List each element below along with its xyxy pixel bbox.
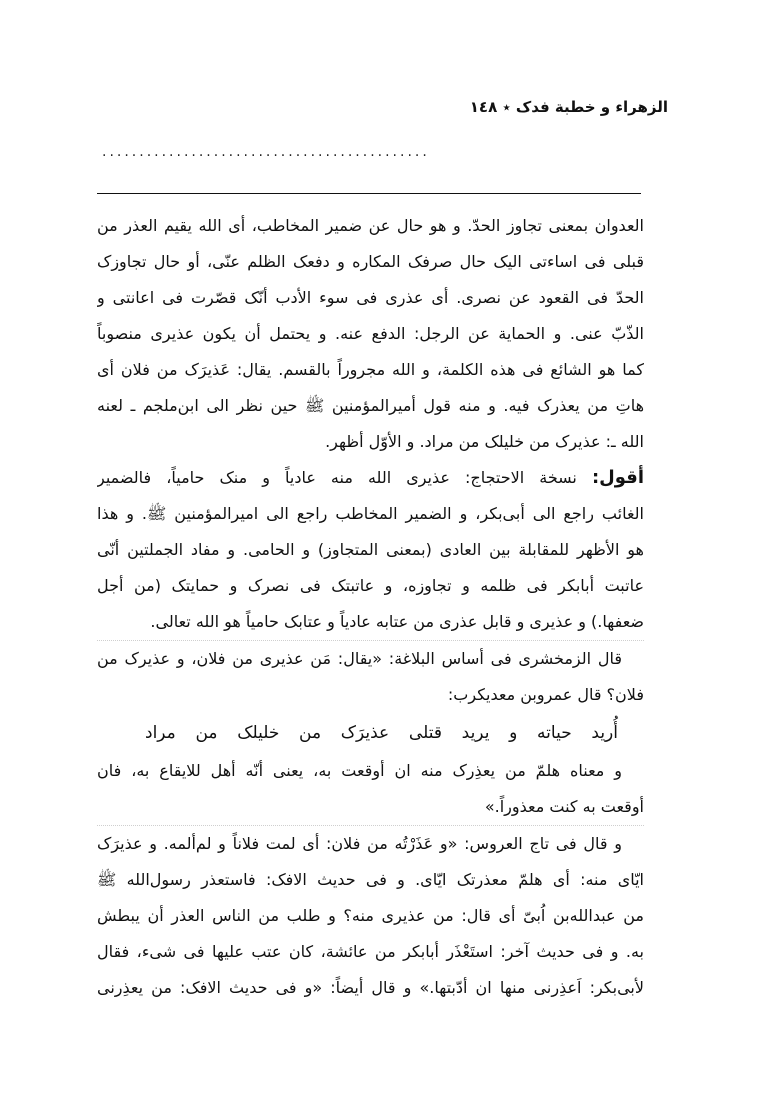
text-line: ضعفها.) و عذيرى و قابل عذرى من عتابه عادياً و عتابک حامياً هو الله تعالى. [150, 612, 644, 631]
lead-word: أقول: [591, 467, 644, 488]
text-line: الذّبّ عنى. و الحماية عن الرجل: الدفع عنه. و يحتمل أن يکون عذيرى منصوباً [97, 324, 644, 343]
paragraph-5 [97, 825, 644, 1006]
paragraph-3 [97, 640, 644, 713]
text-line: ايّاى منه: أى هلمّ معذرتک ايّاى. و فى حديث الافک: فاستعذر رسول‌الله ﷺ [97, 870, 644, 889]
verse-line: أُريد حياته و يريد قتلى عذيرَک من خليلک من مراد [145, 723, 618, 743]
text-line: به. و فى حديث آخر: استَعْذَر أبابکر من عائشة، کان عتب عليها فى شىء، فقال [97, 942, 644, 961]
dotted-separator: ............................................ [102, 145, 430, 159]
text-line: کما هو الشائع فى هذه الکلمة، و الله مجروراً بالقسم. يقال: عَذيرَک من فلان أى [97, 360, 644, 379]
text-line: العدوان بمعنى تجاوز الحدّ. و هو حال عن ضمير المخاطب، أى الله يقيم العذر من [97, 216, 644, 235]
text-line: قبلى فى اساءتى اليک حال صرفک المکاره و دفعک الظلم عنّى، أو حال تجاوزک [97, 252, 644, 271]
footnote-rule [97, 193, 641, 194]
paragraph-2 [97, 460, 644, 640]
text-line: من عبدالله‌بن اُبىّ أى قال: من عذيرى منه؟ و طلب من الناس العذر أن يبطش [97, 906, 644, 925]
paragraph-4 [97, 753, 644, 825]
running-header: الزهراء و خطبة فدک ٭ ١٤٨ [469, 98, 668, 116]
paragraph-1 [97, 208, 644, 460]
text-line: أوقعت به کنت معذوراً.» [484, 797, 644, 816]
text-line: لأبى‌بکر: اَعذِرنى منها ان أدّبتها.» و قال أيضاً: «و فى حديث الافک: من يعذِرنى [97, 978, 644, 997]
text-line: قال الزمخشرى فى أساس البلاغة: «يقال: مَن عذيرى من فلان، و عذيرک من [97, 640, 644, 677]
verse [97, 713, 644, 753]
text-line [97, 460, 644, 496]
text-line: الغائب راجع الى أبى‌بکر، و الضمير المخاطب راجع الى اميرالمؤمنين ﷺ. و هذا [97, 504, 644, 523]
text-line: هو الأظهر للمقابلة بين العادى (بمعنى المتجاوز) و الحامى. و مفاد الجملتين أنّى [97, 540, 644, 559]
text-line: الله ـ: عذيرک من خليلک من مراد. و الأوّل أظهر. [325, 432, 644, 451]
text-line: فلان؟ قال عمروبن معديکرب: [447, 685, 644, 704]
text-line: هاتِ من يعذرک فيه. و منه قول أميرالمؤمنين ﷺ حين نظر الى ابن‌ملجم ـ لعنه [97, 396, 644, 415]
text-line: و معناه هلمّ من يعذِرک منه ان أوقعت به، يعنى أنّه أهل للايقاع به، فان [97, 761, 622, 780]
text-line: و قال فى تاج العروس: «و عَذَرْتُه من فلان: أى لمت فلاناً و لم‌ألمه. و عذيرَک [97, 825, 644, 862]
text-line-body: نسخة الاحتجاج: عذيرى الله منه عادياً و منک حامياً، فالضمير [97, 468, 577, 487]
text-line: الحدّ فى القعود عن نصرى. أى عذرى فى سوء الأدب أنّک قصّرت فى اعانتى و [97, 288, 644, 307]
commentary-body [97, 208, 644, 1006]
text-line: عاتبت أبابکر فى ظلمه و تجاوزه، و عاتبتک فى نصرک و حمايتک (من أجل [97, 576, 644, 595]
